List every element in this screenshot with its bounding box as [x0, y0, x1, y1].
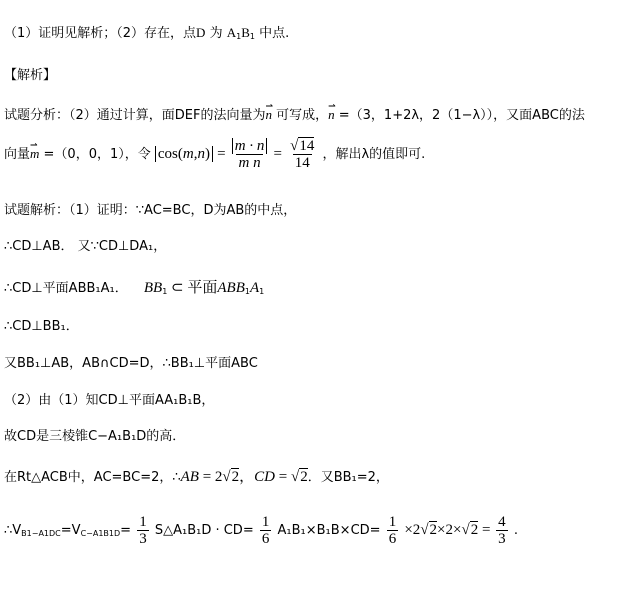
volume-eq: =V: [60, 523, 81, 538]
solution-l9-mid: S△A₁B₁D · CD=: [154, 523, 254, 538]
volume-v: ∴V: [4, 523, 22, 538]
solution-line-5: 又BB₁⊥AB，AB∩CD=D，∴BB₁⊥平面ABC: [4, 356, 258, 371]
solution-line-9: $\therefore V_{B1-A1DC}=V_{C-A1B1D}=$ $\frac{1}{3}$ S△A₁B₁D · CD= $\frac{1}{6}$ A₁B₁×B₁B×CD= $\frac{1}{6}$ ×2√2×2×√2 = $\frac{4}{3}$ .: [4, 514, 518, 547]
vector-m: ⇀ m: [30, 138, 39, 170]
math-subset: ⊂ 平面: [167, 280, 218, 296]
solution-line-2: ∴CD⊥AB． 又∵CD⊥DA₁，: [4, 239, 167, 254]
denominator-14: 14: [294, 155, 310, 171]
analysis-can-write: 可写成，: [271, 108, 329, 123]
denominator: 6: [261, 531, 270, 547]
numerator: 1: [261, 514, 270, 530]
math-bb: BB: [143, 280, 163, 296]
solution-line-8: 在Rt△ACB中，AC=BC=2，∴AB = 2√2，CD = √2．又BB₁=2，: [4, 469, 389, 485]
fraction-1-6: [260, 514, 272, 547]
answer-line: [4, 24, 289, 46]
point-b: B: [241, 25, 250, 40]
denominator: 3: [498, 531, 506, 547]
subscript: 1: [244, 287, 250, 296]
cos-numerator: m · n: [232, 138, 268, 154]
subscript: 1: [259, 287, 265, 296]
result-fraction: $\frac{√14}{14}$: [290, 138, 315, 171]
solution-line-1: 试题解析：（1）证明：∵AC=BC，D为AB的中点，: [4, 203, 297, 218]
math-eq: =: [275, 469, 291, 485]
solution-line-7: 故CD是三棱锥C−A₁B₁D的高．: [4, 429, 186, 444]
subscript: 1: [236, 32, 242, 41]
denominator: 3: [139, 531, 147, 547]
solution-line-6: （2）由（1）知CD⊥平面AA₁B₁B，: [4, 393, 215, 408]
math-cd: CD: [254, 469, 276, 485]
cos-text: cos: [157, 146, 178, 162]
point-d: D: [196, 25, 206, 40]
solution-l9-mid2: A₁B₁×B₁B×CD=: [277, 523, 381, 538]
analysis-n-value: =（3，1+2λ，2（1−λ）），又面ABC的法: [334, 108, 585, 123]
sqrt-2: 2: [470, 522, 479, 538]
numerator: 1: [388, 514, 397, 530]
subscript: C−A1B1D: [80, 529, 121, 538]
cos-abs: cos(m,n): [155, 146, 213, 162]
vector-n: ⇀ n: [328, 106, 335, 124]
point-a: A: [226, 25, 237, 40]
product: ×2: [404, 522, 421, 538]
math-eq: = 2: [198, 469, 223, 485]
denominator: 6: [388, 531, 397, 547]
numerator: 1: [139, 514, 147, 530]
answer-is: 为: [205, 26, 227, 41]
fraction-1-3: [137, 514, 149, 547]
sqrt-2: 2: [429, 522, 438, 538]
solution-l8-text: 在Rt△ACB中，AC=BC=2，∴: [4, 470, 181, 485]
analysis-m-value: =（0，0，1），令: [39, 147, 151, 162]
analysis-label: 试题分析：（2）通过计算，面DEF的法向量为: [4, 108, 266, 123]
math-a: A: [249, 280, 260, 296]
section-heading: 【解析】: [4, 68, 57, 83]
analysis-tail: ，解出λ的值即可.: [322, 147, 426, 162]
fraction-1-6b: [387, 514, 399, 547]
eq: =: [120, 523, 132, 538]
analysis-line-2: 向量⇀ m =（0，0，1），令 cos(m,n) = $\frac{m \cdot n}{\text{m n}}$ = $\frac{√14}{14}$ ，解出λ的值即可.: [4, 138, 425, 171]
sqrt-2: 2: [300, 469, 308, 485]
sqrt-2: 2: [231, 469, 240, 485]
solution-line-4: ∴CD⊥BB₁．: [4, 319, 79, 334]
numerator: 4: [498, 514, 506, 530]
product: ×2×: [437, 522, 462, 538]
answer-text: （1）证明见解析；（2）存在，点: [4, 26, 197, 41]
subscript: B1−A1DC: [21, 529, 61, 538]
solution-line-3: [4, 279, 264, 301]
sqrt-14: 14: [299, 138, 315, 154]
analysis-line-1: [4, 106, 585, 125]
solution-l8-tail: ．又BB₁=2，: [307, 470, 389, 485]
math-abb: ABB: [217, 280, 245, 296]
end-period: .: [513, 523, 518, 538]
math-ab: AB: [180, 469, 199, 485]
answer-mid: 中点.: [254, 26, 290, 41]
solution-l3-text: ∴CD⊥平面ABB₁A₁．: [4, 281, 128, 296]
cos-fraction: [232, 138, 268, 171]
fraction-4-3: [496, 514, 508, 547]
analysis-prefix: 向量: [4, 147, 31, 162]
subscript: 1: [249, 32, 255, 41]
subscript: 1: [162, 287, 168, 296]
eq: =: [478, 522, 495, 538]
vector-n: ⇀ n: [265, 106, 272, 124]
cos-denominator: m n: [238, 155, 261, 171]
